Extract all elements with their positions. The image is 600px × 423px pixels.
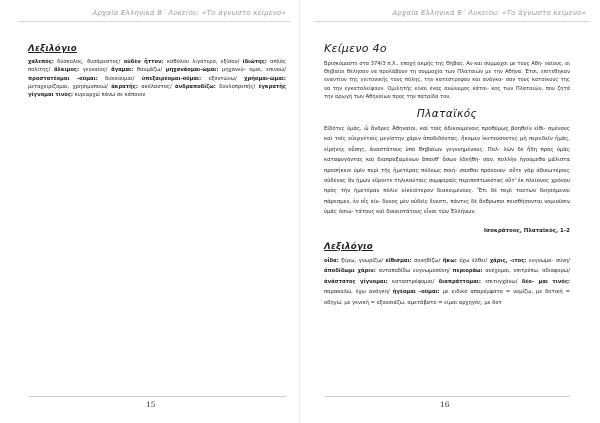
glossary-definition: με ειδικό απαρέμφατο = νομίζω, με δοτική = οδηγώ, με γενική = εξουσιάζω, αμετάβατο = είμαι αρχηγός, με δοτ xyxy=(324,289,570,307)
glossary-definition: ανέχομαι, επιτρέπω, αδιαφορώ/ xyxy=(482,268,570,275)
footer-rule-left xyxy=(28,396,286,397)
glossary-title-left: Λεξιλόγιο xyxy=(28,44,78,54)
header-rule-left xyxy=(18,21,290,22)
glossary-definition: παρακαλώ, έχω ανάγκη/ xyxy=(324,289,393,296)
intro-paragraph: Βρισκόμαστε στα 374/3 π.Χ., εποχή ακμής της Θήβας. Αν και σύμμαχοι με τους Αθη- ναίους, οι Θηβαίοι θέλησαν να προλάβουν τη συμμαχία των Πλαταιών με την Αθήνα. Έτσι, επιτέθηκαν εναντίον της γειτονικής τους πόλης, την κατέστρεψαν και ανάγκα- σαν τους κατοίκους της να την εγκαταλείψουν. Ομιλητής είναι ένας ανώνυμος κάτοι- κος των Πλαταιών, που ζητά την αρωγή των Αθηναίων προς την πατρίδα του. xyxy=(324,61,570,100)
glossary-definition: θαυμάζω/ xyxy=(133,67,166,74)
glossary-term: εἴθισμαι: xyxy=(385,257,412,264)
header-rule-right xyxy=(314,21,590,22)
ancient-text: Εἰδότες ὑμᾶς, ὦ ἄνδρες Ἀθηναῖοι, καὶ τοῖς ἀδικουμένοις προθύμως βοηθεῖν εἰθι- σμένους καὶ τοῖς εὐεργέταις μεγίστην χάριν ἀποδιδόντας, ἥκομεν ἱκετεύσοντες μὴ περιιδεῖν ἡμᾶς, εἰρήνης οὔσης, ἀναστάτους ὑπὸ Θηβαίων γεγενημένους. Πολ- λῶν δὲ ἤδη πρὸς ὑμᾶς καταφυγόντας καὶ διαπραξαμένων ἅπανθ' ὅσων ἐδεήθη- σαν, πολλὴν ἡγούμεθα μάλιστα προσήκειν ὑμῖν περὶ τῆς ἡμετέρας πόλεως ποιή- σασθαι πρόνοιαν· οὔτε γὰρ ἀδικωτέροις οὐδένας ἂν ἡμῶν εὕροιτε τηλικαύταις συμφοραῖς περιπεπτωκότας οὔτ' ἐκ πλείονος χρόνου πρὸς τὴν ἡμετέραν πόλιν οἰκειότερον διακειμένους. Ἔτι δὲ περὶ τούτων δεησόμενοι πάρεσμεν, ἐν οἷς κίν- δυνος μὲν οὐδεὶς ἔνεστι, πάντες δὲ ἄνθρωποι πεισθήσονται νομιοῦσιν ὑμᾶς ὁσιω- τάτους καὶ δικαιοτάτους εἶναι τῶν Ἑλλήνων. xyxy=(324,126,570,216)
glossary-term: ἀκρατής: xyxy=(111,83,138,90)
glossary-term: ἥκω: xyxy=(442,257,457,264)
text-title: Κείμενο 4ο xyxy=(324,42,387,55)
glossary-term: περιοράω: xyxy=(452,268,483,275)
glossary-definition: συνηθίζω/ xyxy=(411,257,443,264)
page-number-left: 15 xyxy=(146,400,156,409)
glossary-term: ἐγκρατὴς γίγνομαι τινός: xyxy=(28,83,286,99)
glossary-definition: δύσκολος, δυσάρεστος/ xyxy=(53,59,124,65)
glossary-term: ἰδιώτης: xyxy=(242,59,267,65)
glossary-right xyxy=(324,256,570,309)
footer-rule-right xyxy=(324,396,570,397)
glossary-definition: ξέρω, γνωρίζω/ xyxy=(338,257,386,264)
glossary-term: οὐδὲν ἧττον: xyxy=(123,59,164,65)
glossary-term: μηχανάομαι-ῶμαι: xyxy=(165,67,219,74)
glossary-term: χρήομαι-ῶμαι: xyxy=(244,75,286,82)
glossary-definition: εξοντώνω/ xyxy=(201,75,245,82)
right-page-content xyxy=(324,42,570,309)
glossary-term: οἶδα: xyxy=(324,257,339,264)
glossary-left xyxy=(28,58,286,99)
left-page-content xyxy=(28,44,286,99)
glossary-definition: απλός πολίτης/ xyxy=(28,59,286,74)
glossary-term: ἀποδίδωμι χάριν: xyxy=(324,268,376,275)
glossary-definition: μηχανεύ- ομαι, επινοώ/ xyxy=(218,67,287,74)
glossary-definition: έχω έλθει/ xyxy=(456,257,490,264)
glossary-term: ἀνάστατος γίγνομαι: xyxy=(324,278,388,285)
glossary-definition: δουλοπρεπής/ xyxy=(215,83,259,90)
glossary-term: ἀνδραποδίζω: xyxy=(175,83,216,90)
source-citation: Ισοκράτους, Πλαταϊκός, 1-2 xyxy=(483,227,570,234)
right-page xyxy=(300,0,600,423)
glossary-term: ἅλκιμος: xyxy=(53,67,80,74)
page-number-right: 16 xyxy=(440,400,450,409)
glossary-term: ἄγαμαι: xyxy=(111,67,134,74)
glossary-term: ὑπεξαιρέομαι-οῦμαι: xyxy=(141,75,202,82)
glossary-definition: μεταχειρίζομαι, χρησιμοποιώ/ xyxy=(28,83,112,90)
glossary-definition: καταστρέφομαι/ xyxy=(387,278,439,285)
glossary-term: προστατέομαι -οῦμαι: xyxy=(28,75,98,82)
glossary-definition: καθόλου λιγότερο, εξίσου/ xyxy=(163,59,243,65)
running-head-left: Αρχαία Ελληνικά Β΄ Λυκείου: «Το άγνωστο κείμενο» xyxy=(92,9,286,17)
glossary-definition: ακόλαστος/ xyxy=(137,83,176,90)
ancient-text-title: Πλαταϊκός xyxy=(416,108,478,121)
glossary-term: ἡγέομαι -οῦμαι: xyxy=(392,289,440,296)
running-head-right: Αρχαία Ελληνικά Β΄ Λυκείου: «Το άγνωστο κείμενο» xyxy=(392,9,586,17)
glossary-definition: διοικούμαι/ xyxy=(97,75,142,82)
glossary-term: χαλεπός: xyxy=(28,59,54,65)
glossary-title-right: Λεξιλόγιο xyxy=(324,241,374,252)
glossary-definition: κυριαρχώ πάνω σε κάποιον xyxy=(72,92,146,99)
glossary-definition: ευγνωμο- σύνη/ xyxy=(526,257,571,264)
glossary-definition: ανταποδίδω ευγνωμοσύνη/ xyxy=(375,268,453,275)
glossary-definition: επιτυγχάνω/ xyxy=(480,278,522,285)
glossary-term: διαπράττομαι: xyxy=(438,278,481,285)
glossary-definition: γενναίος/ xyxy=(79,67,112,74)
glossary-term: δέο- μαι τινός: xyxy=(521,278,570,285)
glossary-term: χάρις, -ιτος: xyxy=(489,257,527,264)
